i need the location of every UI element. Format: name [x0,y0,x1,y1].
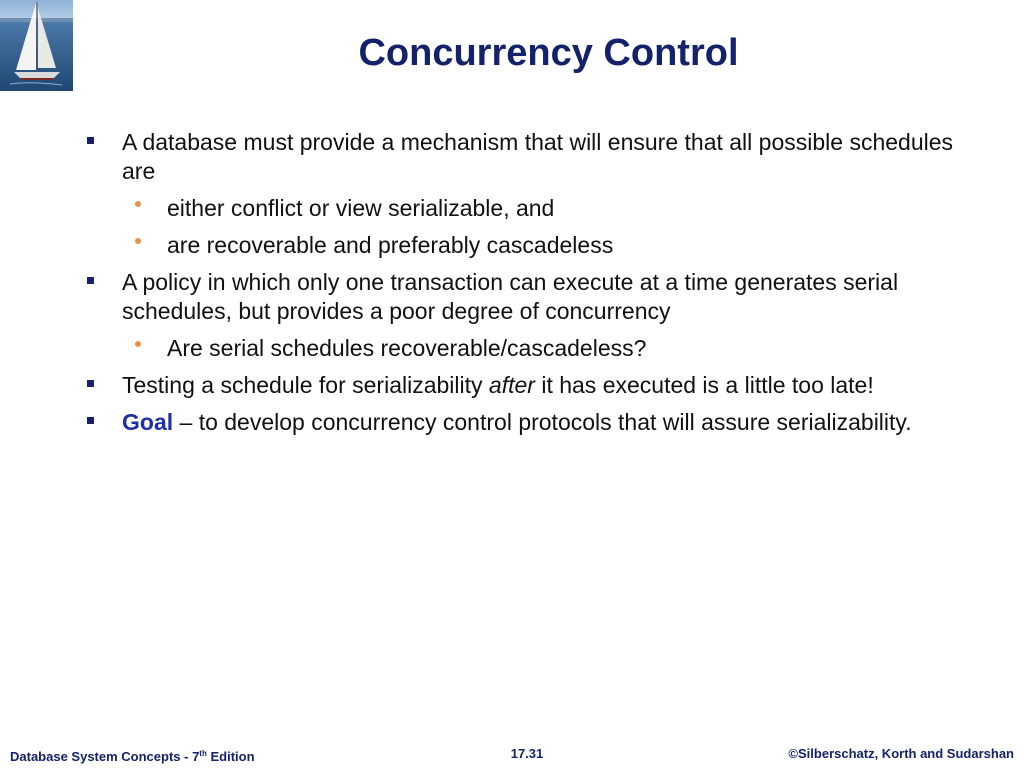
square-bullet-icon [87,137,94,144]
sailboat-logo-image [0,0,73,91]
bullet-text: – to develop concurrency control protocols that will assure serializability. [173,409,912,435]
dot-bullet-icon [135,341,141,347]
page-title: Concurrency Control [358,32,739,74]
bullet-item-goal [0,408,1024,437]
bullet-text-start: Testing a schedule for serializability [122,372,489,398]
square-bullet-icon [87,417,94,424]
bullet-item-testing-after [0,371,1024,400]
sub-bullet-text: are recoverable and preferably cascadeless [167,232,614,258]
goal-keyword: Goal [122,409,174,435]
bullet-text: A policy in which only one transaction can execute at a time generates serial schedules, but provides a poor degree of concurrency [122,269,899,324]
square-bullet-icon [87,380,94,387]
footer-page-number: 17.31 [510,746,544,761]
sub-bullet-item-serializable [0,194,1024,223]
footer-book-prefix: Database System Concepts - 7 [10,749,200,764]
footer-book-suffix: Edition [206,749,255,764]
bullet-text: A database must provide a mechanism that will ensure that all possible schedules are [122,129,954,184]
sub-bullet-text: either conflict or view serializable, and [167,195,555,221]
footer-book-title [10,745,255,766]
footer-copyright: ©Silberschatz, Korth and Sudarshan [788,746,1014,761]
footer-book-superscript: th [199,749,207,758]
bullet-item-database-mechanism [0,128,1024,186]
sub-bullet-item-serial-question [0,334,1024,363]
sub-bullet-item-recoverable [0,231,1024,260]
square-bullet-icon [87,277,94,284]
bullet-text-end: it has executed is a little too late! [534,372,874,398]
dot-bullet-icon [135,238,141,244]
bullet-text-emphasis: after [488,372,535,398]
dot-bullet-icon [135,201,141,207]
bullet-list [0,128,1024,445]
sub-bullet-text: Are serial schedules recoverable/cascadeless? [167,335,647,361]
sailboat-logo [0,0,73,91]
bullet-item-serial-policy [0,268,1024,326]
